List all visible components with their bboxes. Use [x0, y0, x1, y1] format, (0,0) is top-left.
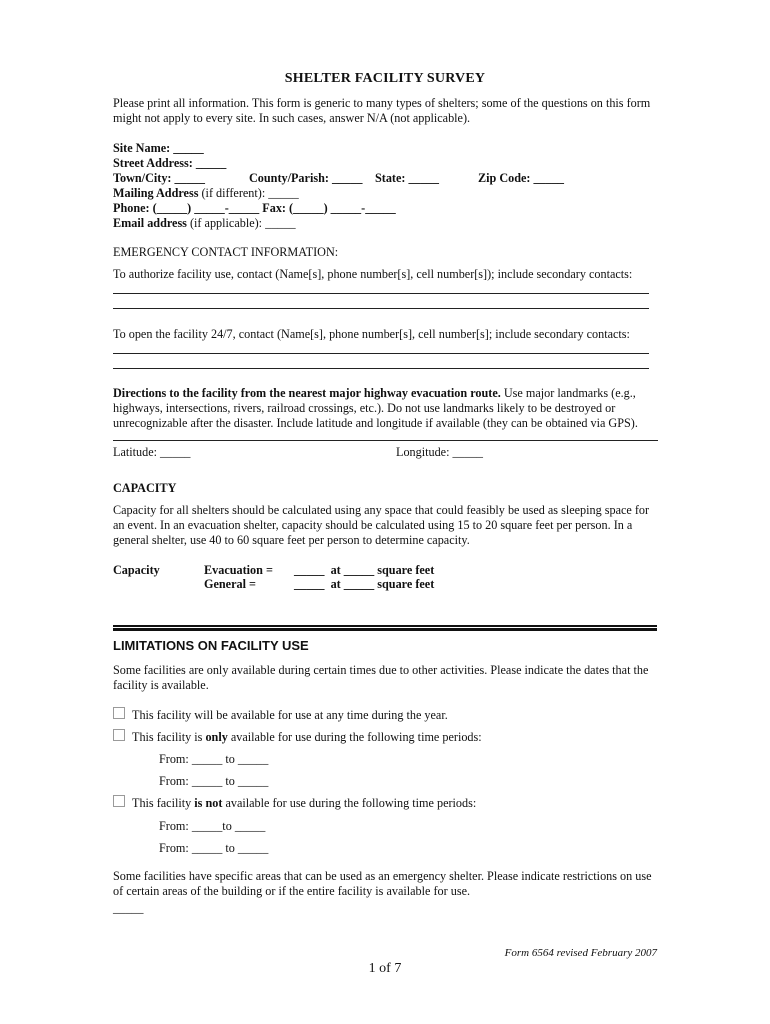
latitude-label: Latitude: [113, 445, 157, 459]
mailing-label: Mailing Address [113, 186, 199, 200]
state-field[interactable]: _____ [408, 171, 439, 185]
only-from-2[interactable]: From: _____ to _____ [159, 774, 269, 788]
site-name-label: Site Name: [113, 141, 171, 155]
county-field[interactable]: _____ [331, 171, 363, 185]
email-note: (if applicable): [189, 216, 263, 230]
open-line-2[interactable] [113, 368, 649, 369]
town-label: Town/City: [113, 171, 172, 185]
form-revision: Form 6564 revised February 2007 [504, 947, 657, 959]
general-at: at [330, 577, 341, 591]
street-label: Street Address: [113, 156, 193, 170]
mailing-note: (if different): [201, 186, 266, 200]
general-label: General = [204, 577, 256, 591]
mailing-field[interactable]: _____ [268, 186, 299, 200]
capacity-text: Capacity for all shelters should be calculated using any space that could feasibly be used as sleeping space for an event. In an evacuation shelter, capacity should be calculated using 15 to 20 square feet per person. In a general shelter, use 40 to 60 square feet per person to determine capacity. [113, 503, 650, 547]
any-time-checkbox[interactable] [113, 707, 125, 719]
evacuation-persons-field[interactable]: _____ [294, 563, 325, 577]
only-from-1[interactable]: From: _____ to _____ [159, 752, 269, 766]
authorize-line-1[interactable] [113, 293, 649, 294]
directions-body: Use major landmarks (e.g., highways, intersections, rivers, railroad crossings, etc.). Do not use landmarks likely to be destroyed or unrecognizable after the disaster. Include latitude and longitude if available (they can be obtained via GPS). [113, 386, 638, 430]
capacity-heading: CAPACITY [113, 481, 177, 495]
page-title: SHELTER FACILITY SURVEY [284, 71, 486, 86]
limitations-heading: LIMITATIONS ON FACILITY USE [113, 638, 309, 653]
not-pre: This facility [132, 796, 195, 810]
not-post: available for use during the following time periods: [222, 796, 477, 810]
town-row [113, 171, 205, 186]
only-periods-label [132, 730, 482, 745]
state-label: State: [375, 171, 406, 185]
capacity-label: Capacity [113, 563, 160, 577]
site-name-row [113, 141, 204, 156]
areas-field[interactable]: _____ [113, 901, 144, 915]
only-bold: only [205, 730, 228, 744]
longitude-field[interactable]: _____ [452, 445, 483, 459]
phone-row [113, 201, 396, 216]
street-field[interactable]: _____ [195, 156, 227, 170]
latitude-field[interactable]: _____ [160, 445, 191, 459]
authorize-text: To authorize facility use, contact (Name[s], phone number[s], cell number[s]); include secondary contacts: [113, 267, 633, 281]
emergency-heading: EMERGENCY CONTACT INFORMATION: [113, 245, 339, 259]
fax-field[interactable]: (_____) _____-_____ [289, 201, 396, 215]
not-periods-checkbox[interactable] [113, 795, 125, 807]
street-row [113, 156, 226, 171]
open-text: To open the facility 24/7, contact (Name[s], phone number[s], cell number[s]; include secondary contacts: [113, 327, 630, 341]
zip-label: Zip Code: [478, 171, 531, 185]
not-from-1[interactable]: From: _____to _____ [159, 819, 266, 833]
not-periods-label [132, 796, 476, 811]
fax-label: Fax: [262, 201, 286, 215]
mailing-row [113, 186, 299, 201]
not-bold: is not [194, 796, 223, 810]
general-row [294, 577, 434, 592]
zip-field[interactable]: _____ [533, 171, 564, 185]
limitations-text: Some facilities are only available during certain times due to other activities. Please indicate the dates that the facility is available. [113, 663, 649, 692]
directions-bold: Directions to the facility from the nearest major highway evacuation route. [113, 386, 501, 400]
longitude-label: Longitude: [396, 445, 450, 459]
areas-text: Some facilities have specific areas that can be used as an emergency shelter. Please indicate restrictions on use of certain areas of the building or if the entire facility is available for use. [113, 869, 652, 898]
section-divider-top [113, 625, 657, 627]
section-divider-bottom [113, 628, 657, 631]
directions-line[interactable] [113, 440, 658, 441]
page-number: 1 of 7 [368, 961, 402, 976]
zip-row [478, 171, 564, 186]
any-time-label: This facility will be available for use at any time during the year. [132, 708, 448, 722]
evacuation-at: at [330, 563, 341, 577]
email-label: Email address [113, 216, 187, 230]
evacuation-row [294, 563, 434, 578]
directions-text [113, 386, 658, 431]
only-post: available for use during the following time periods: [227, 730, 482, 744]
longitude-row [396, 445, 483, 460]
state-row [375, 171, 439, 186]
email-field[interactable]: _____ [265, 216, 296, 230]
evacuation-square-feet: square feet [377, 563, 435, 577]
email-row [113, 216, 296, 231]
general-sqft-field[interactable]: _____ [343, 577, 375, 591]
general-persons-field[interactable]: _____ [294, 577, 325, 591]
not-from-2[interactable]: From: _____ to _____ [159, 841, 269, 855]
open-line-1[interactable] [113, 353, 649, 354]
evacuation-sqft-field[interactable]: _____ [343, 563, 375, 577]
general-square-feet: square feet [377, 577, 435, 591]
county-row [249, 171, 362, 186]
intro-text: Please print all information. This form is generic to many types of shelters; some of the questions on this form might not apply to every site. In such cases, answer N/A (not applicable). [113, 96, 651, 125]
authorize-line-2[interactable] [113, 308, 649, 309]
town-field[interactable]: _____ [174, 171, 205, 185]
county-label: County/Parish: [249, 171, 329, 185]
phone-label: Phone: [113, 201, 150, 215]
only-periods-checkbox[interactable] [113, 729, 125, 741]
phone-field[interactable]: (_____) _____-_____ [152, 201, 260, 215]
only-pre: This facility is [132, 730, 206, 744]
evacuation-label: Evacuation = [204, 563, 273, 577]
latitude-row [113, 445, 191, 460]
site-name-field[interactable]: _____ [173, 141, 204, 155]
